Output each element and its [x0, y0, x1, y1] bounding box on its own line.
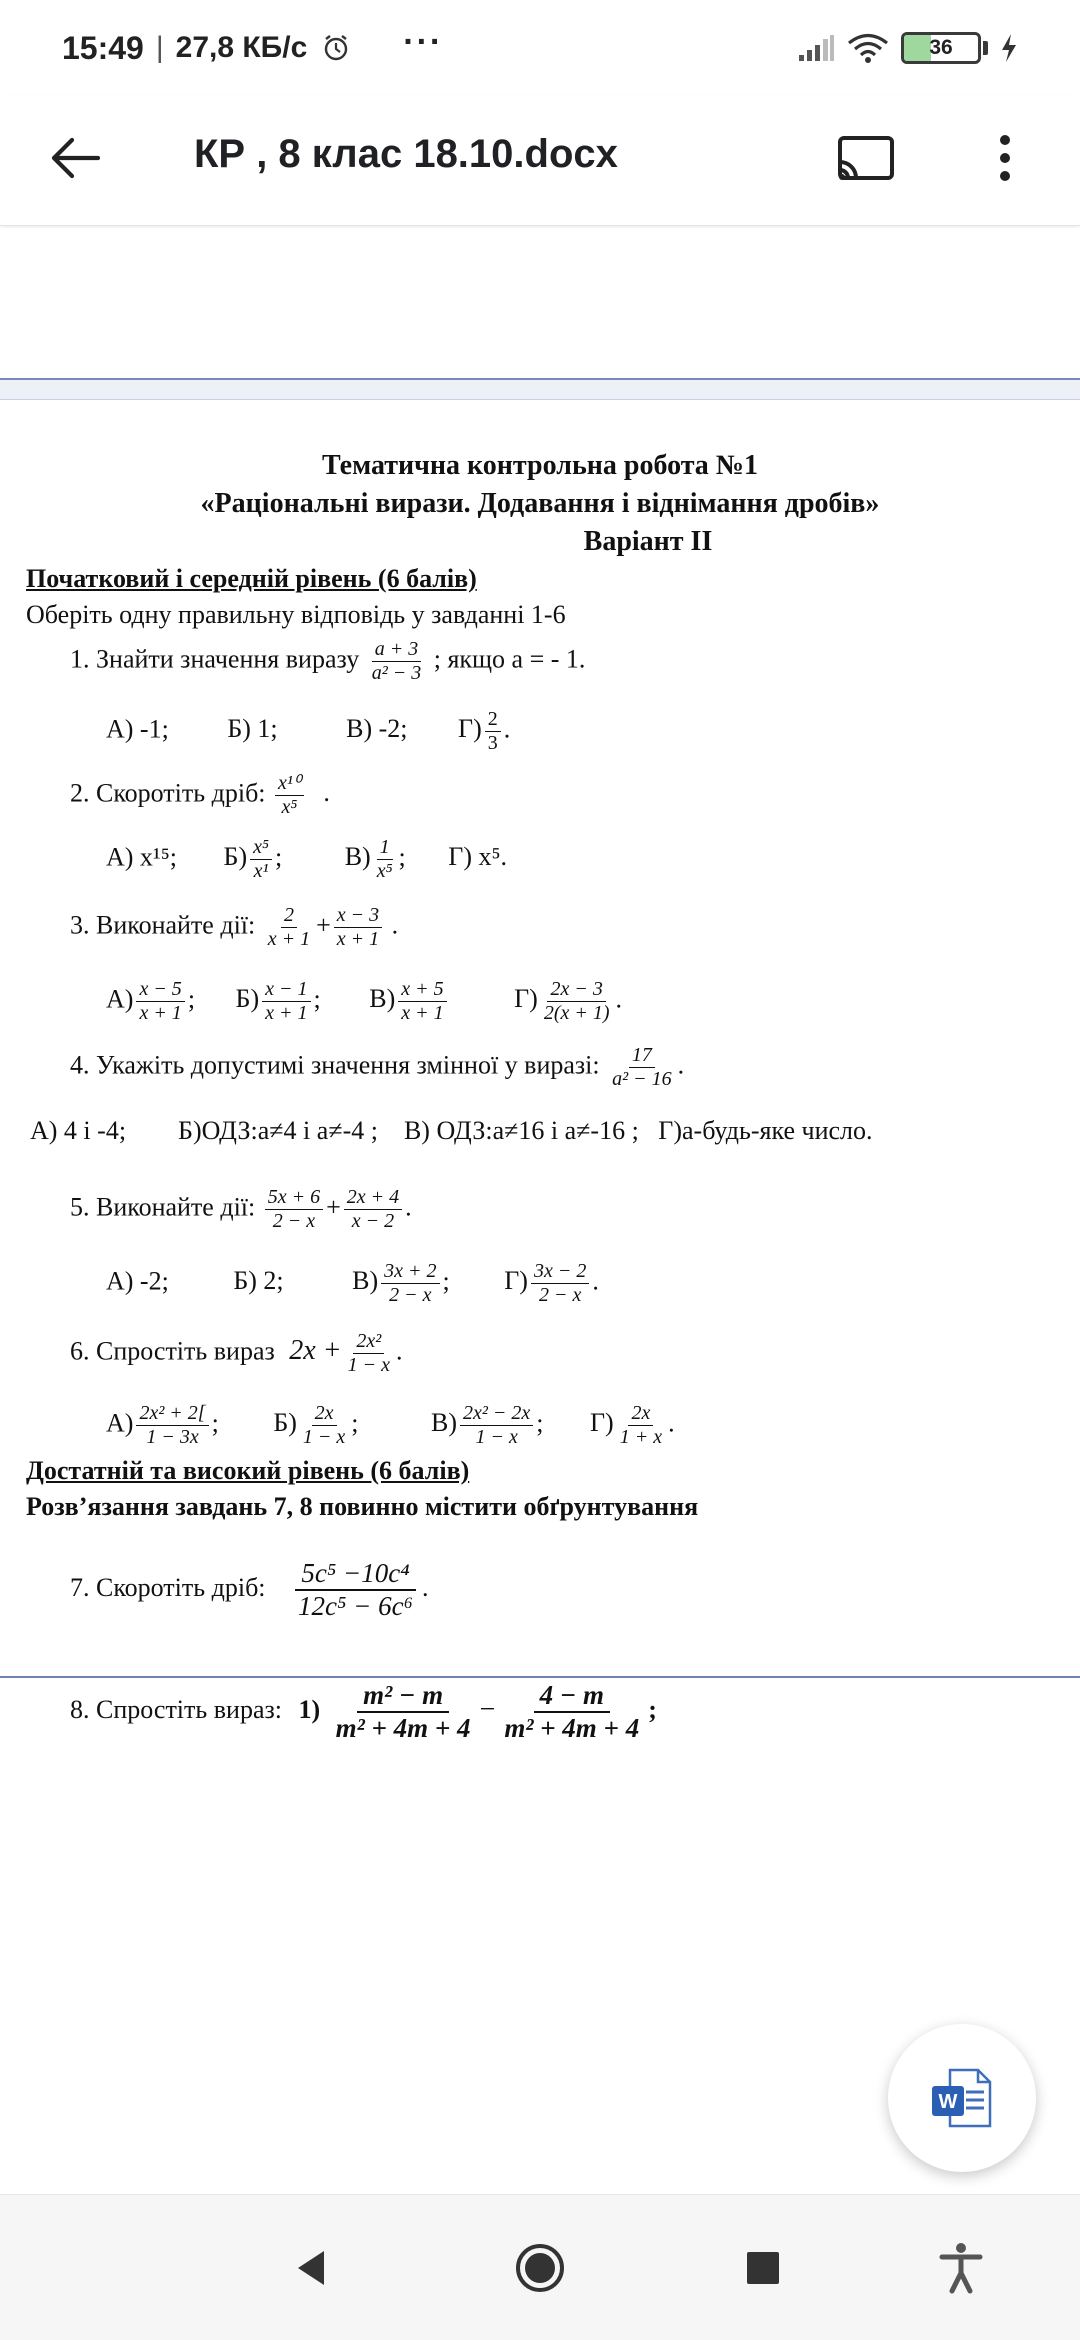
section2-heading: Достатній та високий рівень (6 балів)	[26, 1456, 470, 1485]
word-doc-icon	[926, 2062, 998, 2134]
q2-answer-c-fraction: $\frac{1}{\text{x⁵}}$	[376, 836, 393, 882]
q5-text: 5. Виконайте дії:	[70, 1192, 256, 1222]
alarm-clock-icon	[321, 33, 351, 63]
q1-text: 1. Знайти значення виразу	[70, 644, 360, 674]
back-triangle-icon[interactable]	[278, 2235, 344, 2301]
question-1	[70, 638, 585, 685]
open-in-word-button[interactable]	[888, 2024, 1036, 2172]
back-arrow-icon[interactable]	[46, 128, 106, 188]
q5-answer-a: А) -2;	[106, 1266, 169, 1296]
charging-icon	[1000, 33, 1018, 63]
q8-fraction-2: $\frac{4 - m}{\text{m² + 4m + 4}}$	[504, 1680, 640, 1744]
q3-answer-c-fraction: $\frac{x + 5}{x + 1}$	[398, 978, 446, 1025]
doc-heading-variant: Варіант ІІ	[583, 526, 713, 557]
question-3: 3. Виконайте дії: $\frac{2}{x + 1}$ + $\frac{x - 3}{x + 1}$ .	[70, 904, 399, 950]
q2-text: 2. Скоротіть дріб:	[70, 778, 266, 808]
doc-heading-line1: Тематична контрольна робота №1	[322, 450, 758, 481]
question-2: 2. Скоротіть дріб: $\frac{\text{x¹⁰}}{\text{x⁵}}$ .	[70, 772, 330, 818]
q3-fraction-2: $\frac{x - 3}{x + 1}$	[334, 904, 382, 951]
status-separator: |	[155, 31, 164, 64]
network-speed: 27,8 КБ/с	[175, 31, 308, 64]
q5-answer-c-fraction: $\frac{3x + 2}{2 - x}$	[381, 1260, 439, 1307]
status-bar	[0, 0, 1080, 96]
app-bar	[0, 96, 1080, 226]
accessibility-icon[interactable]	[928, 2235, 994, 2301]
recents-square-icon[interactable]	[730, 2235, 796, 2301]
q3-answer-c: В)	[369, 984, 396, 1014]
document-title: КР , 8 клас 18.10.docx	[194, 132, 618, 176]
status-time: 15:49	[62, 29, 144, 66]
q4-fraction: $\frac{17}{\text{a² − 16}}$	[612, 1044, 672, 1090]
q6-answer-c-fraction: $\frac{\text{2x² − 2x}}{1 - x}$	[460, 1402, 533, 1449]
q5-answer-b: Б) 2;	[233, 1266, 284, 1296]
question-5: 5. Виконайте дії: $\frac{5x + 6}{2 - x}$ + $\frac{2x + 4}{x - 2}$ .	[70, 1186, 412, 1232]
q8-fraction-1: $\frac{\text{m² − m}}{\text{m² + 4m + 4}}$	[335, 1680, 471, 1744]
q3-answers: А) $\frac{x - 5}{x + 1}$ ; Б) $\frac{x - 1}{x + 1}$ ; В) $\frac{x + 5}{x + 1}$ Г) $\frac{2x - 3}{2(x + 1)}$ .	[106, 978, 623, 1024]
q2-answer-b: Б)	[223, 842, 248, 872]
q6-expression: 2x +	[289, 1335, 342, 1367]
doc-heading-line2: «Раціональні вирази. Додавання і віднімання дробів»	[200, 488, 880, 519]
home-circle-icon[interactable]	[507, 2235, 573, 2301]
q6-text: 6. Спростіть вираз	[70, 1336, 275, 1366]
question-8: 8. Спростіть вираз: 1) $\frac{\text{m² − m}}{\text{m² + 4m + 4}}$ − $\frac{4 - m}{\text{m² + 4m + 4}}$ ;	[70, 1680, 657, 1744]
more-options-icon[interactable]	[980, 126, 1030, 190]
q3-fraction-1: $\frac{2}{x + 1}$	[267, 904, 311, 950]
question-7: 7. Скоротіть дріб: $\frac{\text{5c⁵ −10c⁴}}{\text{12c⁵ − 6c⁶}}$ .	[70, 1558, 429, 1622]
page-end-separator	[0, 1676, 1080, 1678]
q8-text: 8. Спростіть вираз:	[70, 1695, 282, 1725]
q3-answer-a: А)	[106, 984, 134, 1014]
q4-text: 4. Укажіть допустимі значення змінної у виразі:	[70, 1050, 600, 1080]
signal-icon	[797, 33, 835, 63]
q1-answer-b: Б) 1;	[227, 714, 278, 744]
q6-answer-b-fraction: $\frac{2x}{1 - x}$	[302, 1402, 346, 1448]
q3-text: 3. Виконайте дії:	[70, 910, 256, 940]
question-4: 4. Укажіть допустимі значення змінної у виразі: $\frac{17}{\text{a² − 16}}$ .	[70, 1044, 685, 1090]
q1-answer-a: А) -1;	[106, 714, 169, 744]
q2-answers: А) x¹⁵; Б) $\frac{\text{x⁵}}{\text{x¹}}$ ; В) $\frac{1}{\text{x⁵}}$ ; Г) x⁵.	[106, 836, 508, 882]
q5-answers: А) -2; Б) 2; В) $\frac{3x + 2}{2 - x}$ ; Г) $\frac{3x - 2}{2 - x}$ .	[106, 1260, 599, 1306]
q7-fraction: $\frac{\text{5c⁵ −10c⁴}}{\text{12c⁵ − 6c⁶}}$	[292, 1558, 419, 1622]
q3-answer-d: Г)	[514, 984, 538, 1014]
q6-fraction: $\frac{\text{2x²}}{1 - x}$	[347, 1330, 390, 1376]
q3-answer-b-fraction: $\frac{x - 1}{x + 1}$	[262, 978, 310, 1025]
q1-fraction: $\frac{a + 3}{\text{a² − 3}}$	[371, 638, 422, 684]
section2-instruction: Розв’язання завдань 7, 8 повинно містити обґрунтування	[26, 1492, 699, 1521]
q7-text: 7. Скоротіть дріб:	[70, 1573, 266, 1603]
q8-part-label: 1)	[298, 1695, 321, 1725]
navigation-bar	[0, 2194, 1080, 2340]
q1-tail: ; якщо a = - 1.	[433, 644, 586, 674]
q6-answer-d: Г)	[590, 1408, 614, 1438]
q1-answer-d: Г)	[458, 714, 482, 744]
q2-answer-b-fraction: $\frac{\text{x⁵}}{\text{x¹}}$	[250, 836, 272, 883]
q3-answer-b: Б)	[235, 984, 260, 1014]
q5-fraction-1: $\frac{5x + 6}{2 - x}$	[265, 1186, 323, 1233]
cast-icon[interactable]	[834, 126, 898, 190]
q2-answer-c: В)	[344, 842, 371, 872]
battery-indicator	[901, 32, 981, 64]
section1-instruction: Оберіть одну правильну відповідь у завданні 1-6	[26, 600, 566, 629]
q5-fraction-2: $\frac{2x + 4}{x - 2}$	[344, 1186, 402, 1233]
q6-answer-a: А)	[106, 1408, 134, 1438]
more-notifications-icon: ···	[403, 22, 444, 61]
section1-heading: Початковий і середній рівень (6 балів)	[26, 564, 477, 593]
q5-answer-c: В)	[352, 1266, 379, 1296]
q6-answer-b: Б)	[273, 1408, 297, 1438]
q1-answer-c: В) -2;	[346, 714, 408, 744]
q2-answer-a: А) x¹⁵;	[106, 842, 178, 872]
q6-answer-a-fraction: $\frac{\text{2x² + 2[}}{1 - 3x}$	[136, 1402, 208, 1449]
q5-answer-d-fraction: $\frac{3x - 2}{2 - x}$	[531, 1260, 589, 1307]
document-viewer[interactable]	[0, 228, 1080, 2194]
battery-level-text: 36	[929, 36, 953, 59]
q5-answer-d: Г)	[504, 1266, 528, 1296]
q1-answer-d-fraction: $\frac{2}{3}$	[485, 708, 501, 755]
q2-fraction: $\frac{\text{x¹⁰}}{\text{x⁵}}$	[275, 772, 304, 819]
q6-answers: А) $\frac{\text{2x² + 2[}}{1 - 3x}$ ; Б) $\frac{2x}{1 - x}$ ; В) $\frac{\text{2x² − 2x}}{1 - x}$ ; Г) $\frac{2x}{1 + x}$ .	[106, 1402, 675, 1448]
q1-answers: А) -1; Б) 1; В) -2; Г) $\frac{2}{3}$ .	[106, 708, 511, 754]
page-separator	[0, 378, 1080, 400]
battery-cap	[983, 41, 988, 55]
svg-text:W: W	[938, 2091, 958, 2113]
q2-answer-d: Г) x⁵.	[448, 842, 508, 872]
question-6: 6. Спростіть вираз 2x + $\frac{\text{2x²}}{1 - x}$ .	[70, 1330, 403, 1376]
q4-answers: А) 4 і -4; Б)ОДЗ:a≠4 і a≠-4 ; В) ОДЗ:a≠16 і a≠-16 ; Г)a-будь-яке число.	[30, 1116, 873, 1145]
q3-answer-d-fraction: $\frac{2x - 3}{2(x + 1)}$	[543, 978, 610, 1024]
q6-answer-d-fraction: $\frac{2x}{1 + x}$	[619, 1402, 663, 1448]
wifi-icon	[847, 32, 889, 64]
q3-answer-a-fraction: $\frac{x - 5}{x + 1}$	[136, 978, 184, 1025]
q6-answer-c: В)	[431, 1408, 458, 1438]
